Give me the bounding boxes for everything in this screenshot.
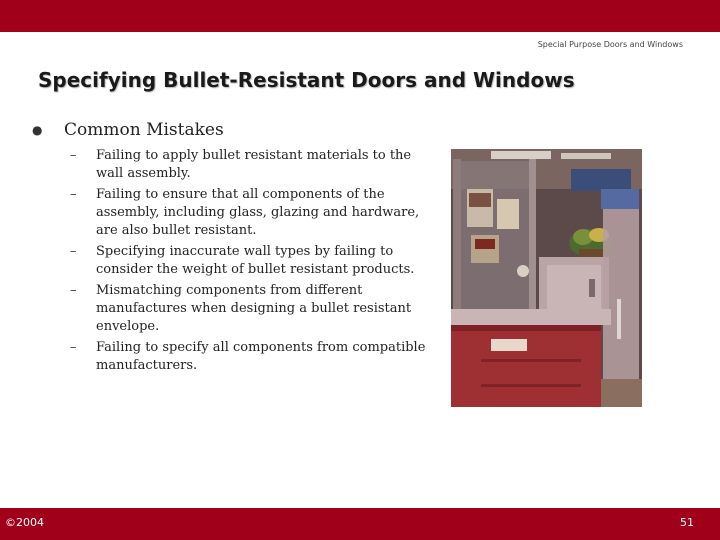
sub-bullet-text: Failing to ensure that all components of the assembly, including glass, glazing and hardware, are also bullet resistant. [96, 187, 420, 238]
bullet-text: Common Mistakes [64, 120, 224, 140]
bottom-band [0, 508, 720, 540]
sub-bullet-list [70, 147, 430, 378]
sub-bullet-item [70, 282, 430, 336]
slide-title: Specifying Bullet-Resistant Doors and Windows [38, 68, 575, 92]
sub-bullet-item [70, 243, 430, 279]
sub-bullet-item [70, 186, 430, 240]
sub-bullet-text: Failing to specify all components from compatible manufacturers. [96, 340, 426, 373]
sub-bullet-text: Failing to apply bullet resistant materials to the wall assembly. [96, 148, 412, 181]
dash-icon: – [70, 187, 77, 202]
copyright-text: ©2004 [5, 516, 44, 529]
dash-icon: – [70, 340, 77, 355]
bullet-item [32, 120, 224, 140]
dash-icon: – [70, 283, 77, 298]
section-label: Special Purpose Doors and Windows [537, 40, 683, 49]
sub-bullet-item [70, 339, 430, 375]
dash-icon: – [70, 244, 77, 259]
dash-icon: – [70, 148, 77, 163]
sub-bullet-item [70, 147, 430, 183]
bullet-dot-icon: ● [32, 123, 43, 137]
bullet-resistant-counter-photo [451, 149, 642, 407]
sub-bullet-text: Mismatching components from different manufactures when designing a bullet resistant envelope. [96, 283, 412, 334]
sub-bullet-text: Specifying inaccurate wall types by failing to consider the weight of bullet resistant products. [96, 244, 415, 277]
top-band [0, 0, 720, 32]
page-number: 51 [680, 516, 694, 529]
